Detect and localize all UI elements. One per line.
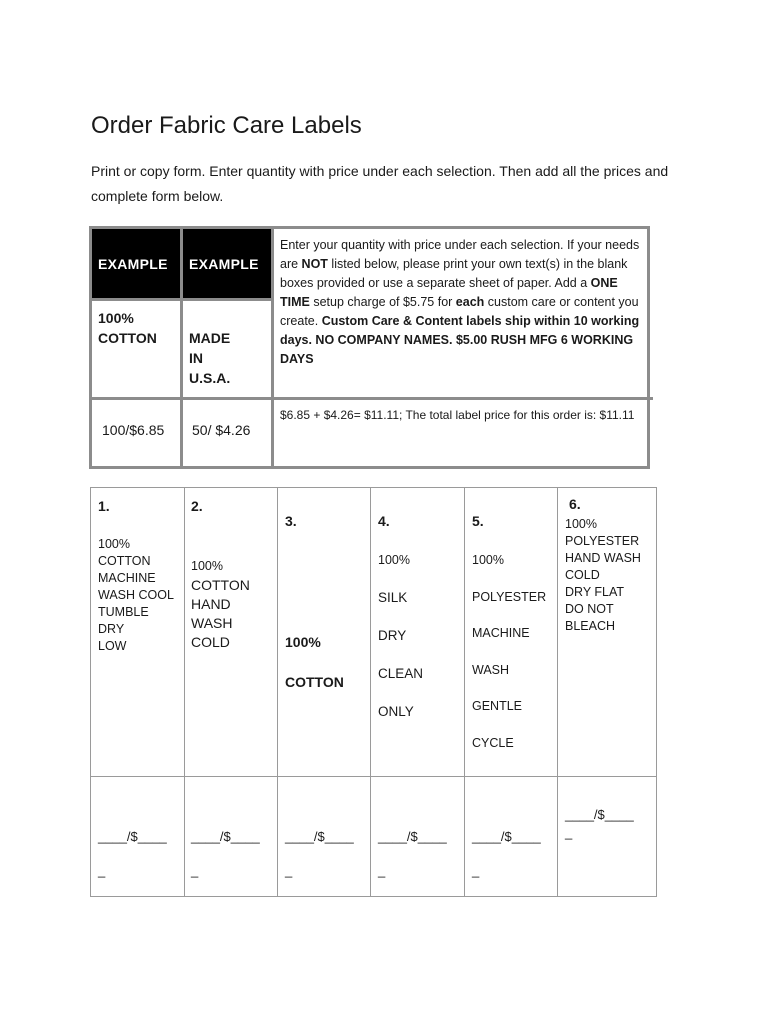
example-total: $6.85 + $4.26= $11.11; The total label price for this order is: $11.11 <box>280 408 635 422</box>
selection-text-1: 100% COTTON MACHINE WASH COOL TUMBLE DRY LOW <box>98 537 174 653</box>
page-title: Order Fabric Care Labels <box>91 112 362 139</box>
selection-number-6: 6. <box>569 496 581 512</box>
quantity-price-blank-4[interactable]: ____/$____ _ <box>378 829 447 878</box>
selection-number-5: 5. <box>472 513 484 529</box>
selection-text-3a: 100% <box>285 634 321 650</box>
quantity-price-blank-6[interactable]: ____/$____ _ <box>565 807 634 840</box>
intro-text: Print or copy form. Enter quantity with price under each selection. Then add all the prices and complete form below. <box>91 163 669 204</box>
quantity-price-blank-3[interactable]: ____/$____ _ <box>285 829 354 878</box>
example-label-1: 100% COTTON <box>98 310 157 346</box>
selection-text-4: 100% SILK DRY CLEAN ONLY <box>378 553 424 719</box>
selection-number-3: 3. <box>285 513 297 529</box>
quantity-price-blank-2[interactable]: ____/$____ _ <box>191 829 260 878</box>
example-price-1: 100/$6.85 <box>102 422 165 438</box>
quantity-price-blank-5[interactable]: ____/$____ _ <box>472 829 541 878</box>
selection-number-2: 2. <box>191 498 203 514</box>
selection-text-6: 100% POLYESTER HAND WASH COLD DRY FLAT DO NOT BLEACH <box>565 517 641 633</box>
quantity-price-blank-1[interactable]: ____/$____ _ <box>98 829 167 878</box>
example-header-1: EXAMPLE <box>92 229 180 298</box>
selection-number-4: 4. <box>378 513 390 529</box>
selection-number-1: 1. <box>98 498 110 514</box>
example-header-2: EXAMPLE <box>183 229 271 298</box>
example-label-2: MADE IN U.S.A. <box>189 330 231 386</box>
selection-text-5: 100% POLYESTER MACHINE WASH GENTLE CYCLE <box>472 553 547 750</box>
example-instructions: Enter your quantity with price under each selection. If your needs are NOT listed below, please print your own text(s) in the blank boxes provided or use a separate sheet of paper. Add a ONE TIME setup charge of $5.75 for each custom care or content you create. Custom Care & Content labels ship within 10 working days. NO COMPANY NAMES. $5.00 RUSH MFG 6 WORKING DAYS <box>280 238 640 366</box>
example-price-2: 50/ $4.26 <box>192 422 251 438</box>
example-table <box>89 226 650 469</box>
selection-text-2: 100% COTTON HAND WASH COLD <box>191 559 250 650</box>
selection-table <box>90 487 657 897</box>
selection-text-3b: COTTON <box>285 674 344 690</box>
